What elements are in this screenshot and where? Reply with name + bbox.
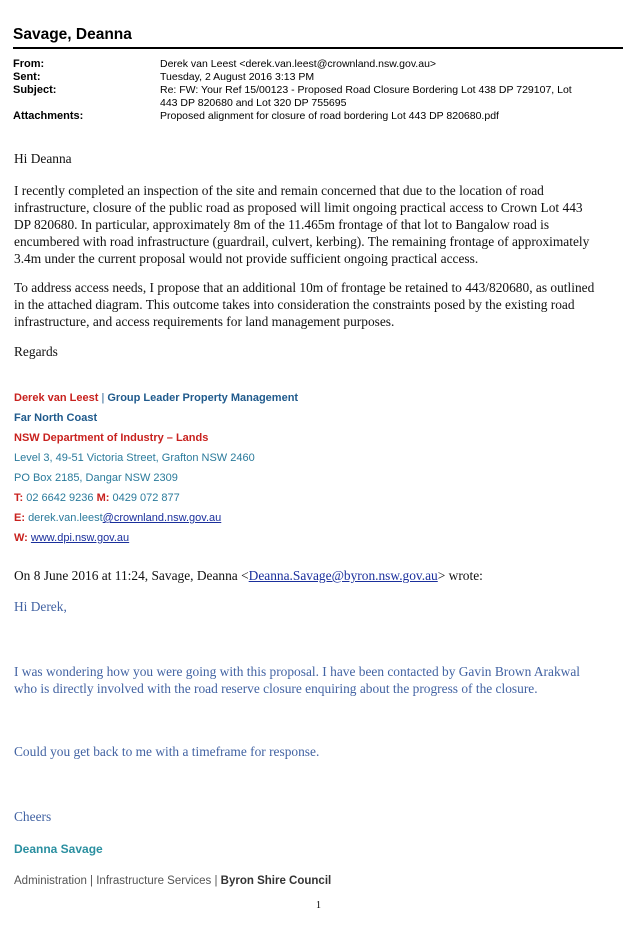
subject-line-1: Re: FW: Your Ref 15/00123 - Proposed Road Closure Bordering Lot 438 DP 729107, Lot [160, 84, 572, 96]
quoted-paragraph-1 [14, 663, 624, 697]
signature-department: NSW Department of Industry – Lands [14, 432, 209, 444]
signature-name-line [14, 391, 298, 405]
quoted-closing: Cheers [14, 809, 52, 824]
phone-number: 02 6642 9236 [26, 492, 94, 504]
body-closing: Regards [14, 344, 58, 359]
paragraph-line: I recently completed an inspection of the site and remain concerned that due to the location of road [14, 183, 544, 198]
quoted-intro-suffix: > wrote: [437, 568, 483, 583]
subject-value [160, 84, 572, 110]
signature-web-line [14, 531, 129, 545]
body-paragraph-1 [14, 182, 624, 267]
subject-line-2: 443 DP 820680 and Lot 320 DP 755695 [160, 97, 347, 109]
quoted-greeting: Hi Derek, [14, 599, 67, 614]
quoted-signature-org: Byron Shire Council [220, 875, 332, 887]
web-label: W: [14, 532, 28, 544]
signature-email-line [14, 511, 221, 525]
quoted-signature-org-line [14, 874, 331, 888]
attachment-file[interactable]: Proposed alignment for closure of road bordering Lot 443 DP 820680.pdf [160, 110, 499, 122]
quoted-intro [14, 567, 624, 584]
quoted-paragraph-2: Could you get back to me with a timeframe for response. [14, 744, 320, 759]
subject-label: Subject: [13, 84, 57, 96]
email-link[interactable]: @crownland.nsw.gov.au [102, 512, 222, 524]
heading-rule [13, 47, 623, 49]
body-greeting: Hi Deanna [14, 151, 72, 166]
quoted-signature-dept: Administration | Infrastructure Services | [14, 875, 221, 887]
paragraph-line: 3.4m under the current proposal would not provide sufficient ongoing practical access. [14, 251, 479, 266]
sender-heading: Savage, Deanna [13, 26, 132, 43]
paragraph-line: I was wondering how you were going with this proposal. I have been contacted by Gavin Brown Arakwal [14, 664, 580, 679]
signature-region: Far North Coast [14, 412, 98, 424]
web-link[interactable]: www.dpi.nsw.gov.au [30, 532, 130, 544]
signature-address-1: Level 3, 49-51 Victoria Street, Grafton NSW 2460 [14, 452, 255, 464]
paragraph-line: who is directly involved with the road reserve closure enquiring about the progress of the closure. [14, 681, 538, 696]
attachments-label: Attachments: [13, 110, 84, 122]
quoted-email-link[interactable]: Deanna.Savage@byron.nsw.gov.au [248, 568, 438, 583]
quoted-intro-prefix: On 8 June 2016 at 11:24, Savage, Deanna < [14, 568, 249, 583]
email-label: E: [14, 512, 25, 524]
phone-label: T: [14, 492, 24, 504]
body-paragraph-2 [14, 279, 624, 330]
signature-separator: | [98, 392, 108, 404]
signature-address-2: PO Box 2185, Dangar NSW 2309 [14, 472, 178, 484]
from-value: Derek van Leest <derek.van.leest@crownland.nsw.gov.au> [160, 58, 437, 70]
paragraph-line: infrastructure, and access requirements for land management purposes. [14, 314, 395, 329]
email-prefix: derek.van.leest [28, 512, 103, 524]
sent-label: Sent: [13, 71, 41, 83]
paragraph-line: encumbered with road infrastructure (guardrail, culvert, kerbing). The remaining frontage of approximately [14, 234, 590, 249]
signature-phone-line [14, 491, 180, 505]
paragraph-line: To address access needs, I propose that an additional 10m of frontage be retained to 443/820680, as outlined [14, 280, 595, 295]
sent-value: Tuesday, 2 August 2016 3:13 PM [160, 71, 315, 83]
signature-role: Group Leader Property Management [107, 392, 299, 404]
signature-name: Derek van Leest [14, 392, 99, 404]
mobile-number: 0429 072 877 [112, 492, 180, 504]
quoted-signature-name: Deanna Savage [14, 842, 103, 856]
mobile-label: M: [96, 492, 110, 504]
paragraph-line: infrastructure, closure of the public road as proposed will limit ongoing practical access to Crown Lot 443 [14, 200, 583, 215]
from-label: From: [13, 58, 45, 70]
paragraph-line: in the attached diagram. This outcome takes into consideration the constraints posed by the existing road [14, 297, 575, 312]
page-number: 1 [316, 900, 321, 911]
paragraph-line: DP 820680. In particular, approximately 8m of the 11.465m frontage of that lot to Bangalow road is [14, 217, 550, 232]
